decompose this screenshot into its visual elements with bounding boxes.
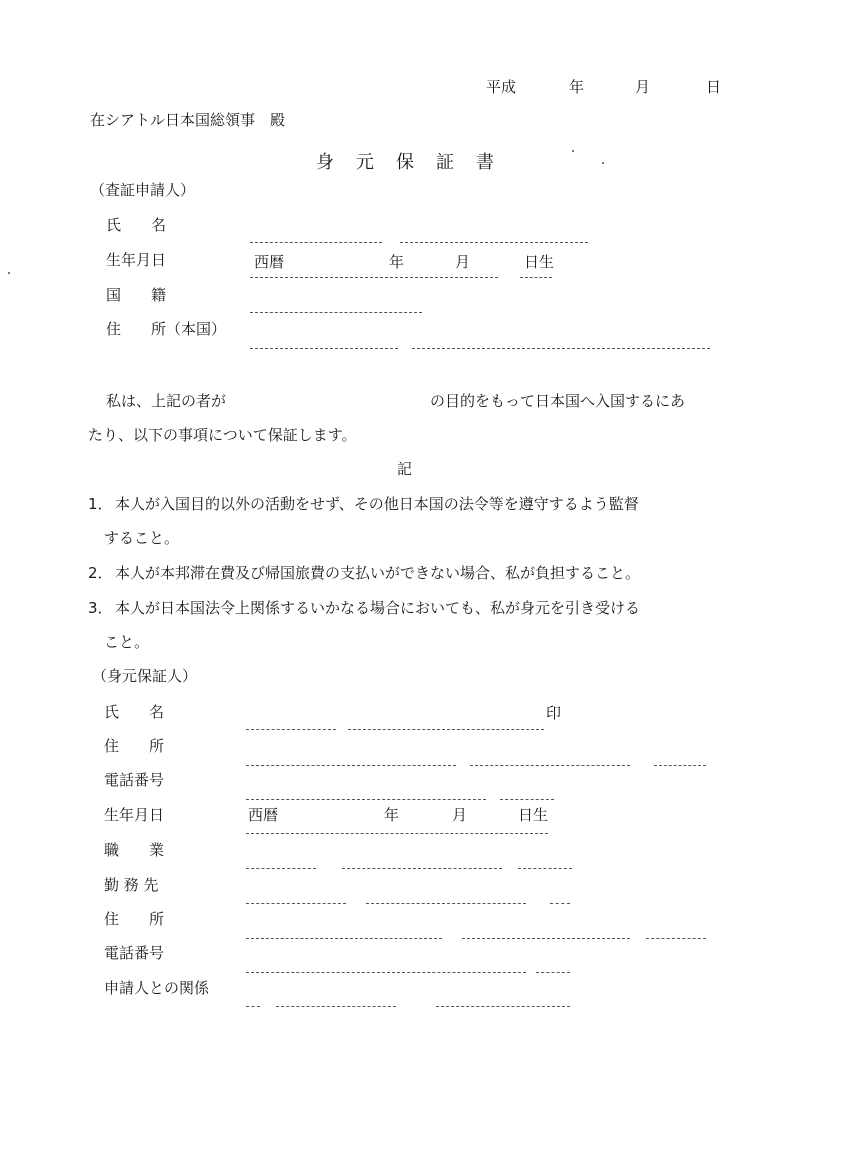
item-text-continued: すること。 — [104, 529, 180, 547]
guarantor-name-line[interactable] — [246, 729, 336, 730]
scan-speck — [572, 150, 574, 152]
addressee: 在シアトル日本国総領事 殿 — [90, 111, 286, 129]
guarantor-relation-line[interactable] — [436, 1006, 570, 1007]
applicant-birth-month: 月 — [455, 253, 471, 271]
date-day: 日 — [706, 78, 722, 96]
guarantor-employer-line[interactable] — [550, 903, 570, 904]
guarantor-birth-era: 西暦 — [248, 806, 279, 824]
guarantor-employer-address-label: 住 所 — [104, 910, 165, 928]
guarantor-address-label: 住 所 — [104, 737, 165, 755]
date-month: 月 — [635, 78, 651, 96]
applicant-heading: （査証申請人） — [90, 181, 196, 199]
item-text: 本人が日本国法令上関係するいかなる場合においても、私が身元を引き受ける — [115, 599, 641, 617]
guarantor-phone-label: 電話番号 — [104, 771, 165, 789]
guarantor-employer-address-line[interactable] — [646, 938, 706, 939]
scan-speck — [602, 162, 604, 164]
body-line1-end: の目的をもって日本国へ入国するにあ — [430, 392, 686, 410]
guarantor-employer-address-line[interactable] — [246, 938, 442, 939]
guarantor-employer-address-line[interactable] — [462, 938, 630, 939]
guarantor-birth-label: 生年月日 — [104, 806, 165, 824]
applicant-birth-label: 生年月日 — [106, 251, 167, 269]
guarantor-employer-label: 勤 務 先 — [104, 876, 159, 894]
applicant-name-label: 氏 名 — [106, 216, 167, 234]
guarantor-birth-born: 日生 — [518, 806, 549, 824]
applicant-address-label: 住 所（本国） — [106, 320, 227, 338]
applicant-name-line[interactable] — [400, 242, 588, 243]
guarantor-occupation-line[interactable] — [518, 868, 572, 869]
body-line1-start: 私は、上記の者が — [106, 392, 227, 410]
applicant-address-line[interactable] — [250, 348, 398, 349]
item-text: 本人が入国目的以外の活動をせず、その他日本国の法令等を遵守するよう監督 — [115, 495, 639, 513]
guarantor-employer-phone-line[interactable] — [536, 972, 570, 973]
applicant-nationality-label: 国 籍 — [106, 286, 167, 304]
date-year: 年 — [569, 78, 585, 96]
guarantor-address-line[interactable] — [470, 765, 630, 766]
guarantor-employer-phone-line[interactable] — [246, 972, 526, 973]
date-era: 平成 — [486, 78, 517, 96]
guarantor-birth-month: 月 — [452, 806, 468, 824]
guarantor-employer-line[interactable] — [246, 903, 346, 904]
applicant-nationality-line[interactable] — [250, 312, 422, 313]
applicant-birth-era: 西暦 — [254, 253, 285, 271]
applicant-birth-born: 日生 — [524, 253, 555, 271]
guarantor-employer-phone-label: 電話番号 — [104, 944, 165, 962]
item-text-continued: こと。 — [104, 633, 150, 651]
body-line2: たり、以下の事項について保証します。 — [88, 426, 357, 444]
guarantor-occupation-line[interactable] — [246, 868, 316, 869]
seal-mark: 印 — [546, 704, 562, 722]
document-title: 身元保証書 — [316, 152, 516, 173]
guarantor-address-line[interactable] — [246, 765, 456, 766]
guarantor-phone-line[interactable] — [246, 799, 486, 800]
item-number: 2． — [88, 564, 113, 582]
applicant-birth-year: 年 — [389, 253, 405, 271]
item-number: 3． — [88, 599, 113, 617]
item-number: 1． — [88, 495, 113, 513]
ki-heading: 記 — [397, 460, 413, 478]
applicant-name-line[interactable] — [250, 242, 382, 243]
guarantor-name-line[interactable] — [348, 729, 544, 730]
guarantor-name-label: 氏 名 — [104, 703, 165, 721]
guarantor-relation-line[interactable] — [276, 1006, 396, 1007]
applicant-birth-line[interactable] — [520, 277, 552, 278]
item-text: 本人が本邦滞在費及び帰国旅費の支払いができない場合、私が負担すること。 — [115, 564, 641, 582]
guarantor-heading: （身元保証人） — [92, 667, 198, 685]
applicant-birth-line[interactable] — [250, 277, 498, 278]
applicant-address-line[interactable] — [412, 348, 710, 349]
guarantor-address-line[interactable] — [654, 765, 706, 766]
guarantor-relation-label: 申請人との関係 — [104, 979, 210, 997]
guarantor-employer-line[interactable] — [366, 903, 526, 904]
guarantor-birth-year: 年 — [384, 806, 400, 824]
guarantor-birth-line[interactable] — [246, 833, 548, 834]
guarantor-occupation-line[interactable] — [342, 868, 502, 869]
guarantor-phone-line[interactable] — [500, 799, 554, 800]
guarantor-occupation-label: 職 業 — [104, 841, 165, 859]
scan-speck — [8, 272, 10, 274]
guarantor-relation-line[interactable] — [246, 1006, 260, 1007]
